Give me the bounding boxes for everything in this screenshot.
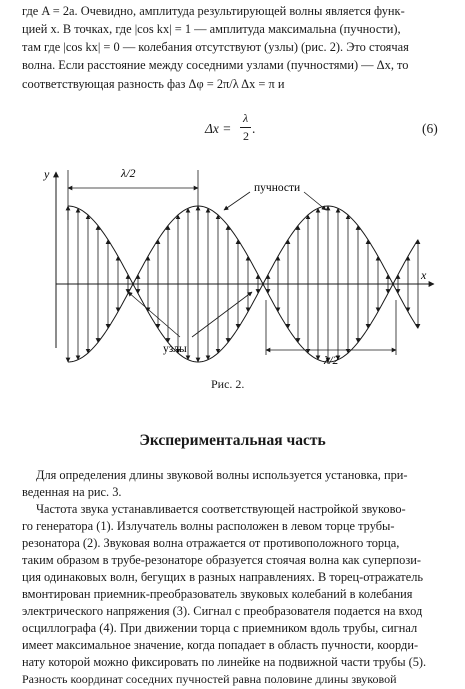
equation-period: . <box>252 121 256 136</box>
nodes-pointer-right <box>192 292 252 337</box>
equation-lhs: Δx = <box>205 121 232 136</box>
y-axis-label: y <box>44 167 50 181</box>
body-p2-line-9: имеет максимальное значение, когда попадает в область пучности, коорди- <box>22 638 419 652</box>
body-p2-line-4: таким образом в трубе-резонаторе образуется стоячая волна как суперпози- <box>22 553 421 567</box>
antinodes-label: пучности <box>254 182 301 194</box>
intro-line-3: там где |cos kx| = 0 — колебания отсутствуют (узлы) (рис. 2). Это стоячая <box>22 40 409 54</box>
intro-line-2: цией x. В точках, где |cos kx| = 1 — амплитуда максимальна (пучности), <box>22 22 401 36</box>
nodes-pointer-left <box>128 292 180 337</box>
equation-numerator: λ <box>243 111 249 125</box>
body-p2-line-5: ция одинаковых волн, бегущих в разных направлениях. В торец-отражатель <box>22 570 424 584</box>
body-p2-line-8: осциллографа (4). При движении торца с приемником вдоль трубы, сигнал <box>22 621 418 635</box>
intro-line-1: где A = 2a. Очевидно, амплитуда результирующей волны является функ- <box>22 4 405 18</box>
equation-number: (6) <box>422 121 438 136</box>
section-title: Экспериментальная часть <box>139 432 326 449</box>
body-p2-line-2: го генератора (1). Излучатель волны расположен в левом торце трубы- <box>22 519 395 533</box>
body-p2-line-10: нату которой можно фиксировать по линейке на подвижной части трубы (5). <box>22 655 427 669</box>
body-p2-line-1: Частота звука устанавливается соответствующей настройкой звуково- <box>36 502 406 516</box>
x-axis-label: x <box>421 268 427 282</box>
intro-line-5: соответствующая разность фаз Δφ = 2π/λ Δx = π и <box>22 77 285 91</box>
nodes-label: узлы <box>163 343 187 355</box>
antinodes-pointer-left <box>224 192 250 210</box>
equation-denominator: 2 <box>243 129 249 143</box>
half-wavelength-bottom-label: λ/2 <box>324 353 339 367</box>
standing-wave-figure <box>20 140 445 370</box>
antinodes-pointer-right <box>304 192 326 210</box>
body-p2-line-3: резонатора (2). Звуковая волна отражается от противоположного торца, <box>22 536 400 550</box>
fraction-bar <box>240 127 251 128</box>
body-p2-line-11: Разность координат соседних пучностей равна половине длины звуковой <box>22 672 397 686</box>
half-wavelength-top-label: λ/2 <box>121 166 136 180</box>
body-p1-line-2: веденная на рис. 3. <box>22 485 122 499</box>
intro-line-4: волна. Если расстояние между соседними узлами (пучностями) — Δx, то <box>22 58 409 72</box>
body-p1-line-1: Для определения длины звуковой волны используется установка, при- <box>36 468 408 482</box>
body-p2-line-6: вмонтирован приемник-преобразователь звуковых колебаний в колебания <box>22 587 413 601</box>
figure-caption: Рис. 2. <box>211 377 245 391</box>
body-p2-line-7: электрического напряжения (3). Сигнал с преобразователя подается на вход <box>22 604 423 618</box>
